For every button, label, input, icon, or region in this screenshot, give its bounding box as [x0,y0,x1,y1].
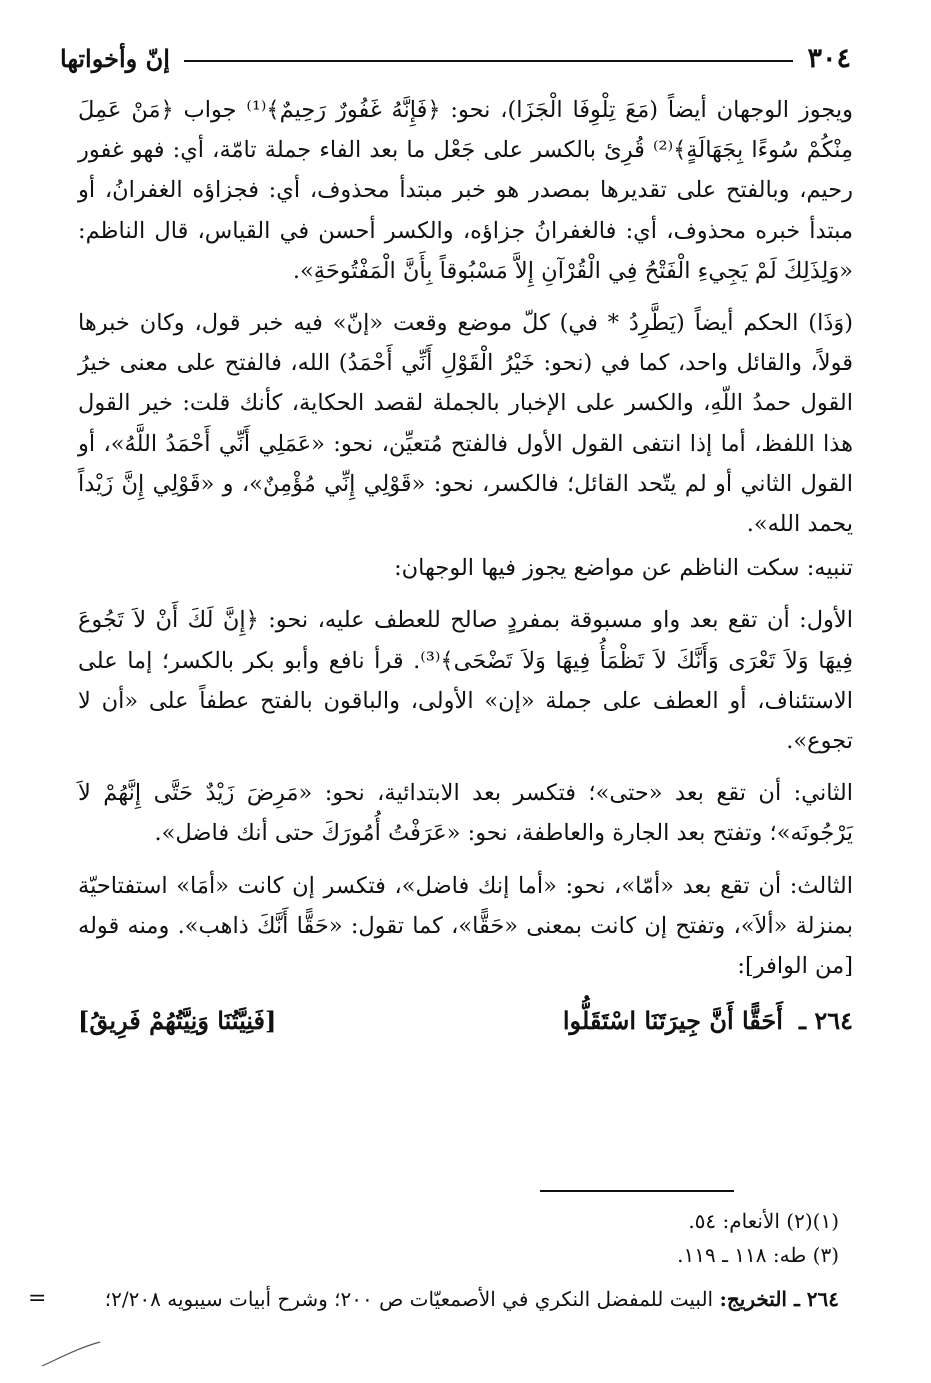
paragraph-note: تنبيه: سكت الناظم عن مواضع يجوز فيها الوجهان: [394,555,853,582]
takhrij-text: البيت للمفضل النكري في الأصمعيّات ص ٢٠٠؛ وشرح أبيات سيبويه ٢/٢٠٨؛ [104,1286,714,1311]
header-rule [184,60,794,62]
paragraph-third-case: الثالث: أن تقع بعد «أمّا»، نحو: «أما إنك فاضل»، فتكسر إن كانت «أمَا» استفتاحيّة بمنزلة «ألاَ»، وتفتح إن كانت بمعنى «حَقًّا»، كما تقول: «حَقًّا أَنَّكَ ذاهب». ومنه قوله [من الوافر]: [78,872,853,980]
verse-second-hemistich: [فَنِيَّتُنَا وَنِيَّتُهُمْ فَرِيقُ] [78,1005,277,1035]
footnotes [90,1204,839,1272]
verse-first-hemistich: أَحَقًّا أَنَّ جِيرَتَنَا اسْتَقَلُّوا [562,1005,783,1035]
takhrij-note [28,1286,839,1311]
poetry-verse [78,1000,853,1040]
paragraph-qawl-rule: (وَذَا) الحكم أيضاً (يَطَّرِدُ * في) كلّ موضع وقعت «إنّ» فيه خبر قول، وكان خبرها قولاً، والقائل واحد، كما في (نحو: خَيْرُ الْقَوْلِ أَنِّي أَحْمَدُ) الله، فالفتح على معنى خيرُ القول حمدُ اللّهِ، والكسر على الإخبار بالجملة لقصد الحكاية، كأنك قلت: خير القول هذا اللفظ، أما إذا انتفى القول الأول فالفتح مُتعيِّن، نحو: «عَمَلِي أَنِّي أَحْمَدُ اللَّهُ»، أو القول الثاني أو لم يتّحد القائل؛ فالكسر، نحو: «قَوْلِي إِنِّي مُؤْمِنٌ»، و «قَوْلِي إِنَّ زَيْداً يحمد الله». [78,310,853,538]
paragraph-both-readings: ويجوز الوجهان أيضاً (مَعَ تِلْوِفَا الْجَزَا)، نحو: ﴿فَإِنَّهُ غَفُورٌ رَحِيمٌ﴾⁽¹⁾ جواب ﴿مَنْ عَمِلَ مِنْكُمْ سُوءًا بِجَهَالَةٍ﴾⁽²⁾ قُرِئ بالكسر على جَعْل ما بعد الفاء جملة تامّة، أي: فهو غفور رحيم، وبالفتح على تقديرها بمصدر هو خبر مبتدأ محذوف، أي: فجزاؤه الغفرانُ، أو مبتدأ خبره محذوف، أي: فالغفرانُ جزاؤه، والكسر أحسن في القياس، قال الناظم: «وَلِذَلِكَ لَمْ يَجِيءِ الْفَتْحُ فِي الْقُرْآنِ إِلاَّ مَسْبُوقاً بِأَنَّ الْمَفْتُوحَةِ». [78,97,854,284]
verse-number: ٢٦٤ ـ [798,1005,853,1035]
footnote-separator [540,1190,734,1192]
main-text [78,90,853,1040]
takhrij-label: ٢٦٤ ـ التخريج: [719,1286,839,1311]
footnote-3: (٣) طه: ١١٨ ـ ١١٩. [677,1243,839,1267]
page-header [60,36,851,80]
continuation-mark: = [28,1286,47,1311]
chapter-title: إنّ وأخواتها [60,43,170,73]
page-number: ٣٠٤ [807,42,851,74]
paragraph-first-case: الأول: أن تقع بعد واو مسبوقة بمفردٍ صالح للعطف عليه، نحو: ﴿إِنَّ لَكَ أَنْ لاَ تَجُوعَ فِيهَا وَلاَ تَعْرَى وَأَنَّكَ لاَ تَظْمَأُ فِيهَا وَلاَ تَضْحَى﴾⁽³⁾. قرأ نافع وأبو بكر بالكسر؛ إما على الاستئناف، أو العطف على جملة «إن» الأولى، والباقون بالفتح عطفاً على «أن لا تجوع». [78,607,853,755]
paragraph-second-case: الثاني: أن تقع بعد «حتى»؛ فتكسر بعد الابتدائية، نحو: «مَرِضَ زَيْدٌ حَتَّى إِنَّهُمْ لاَ يَرْجُونَه»؛ وتفتح بعد الجارة والعاطفة، نحو: «عَرَفْتُ أُمُورَكَ حتى أنك فاضل». [78,780,853,847]
pen-stroke-mark [40,1340,102,1368]
footnote-1-2: (١)(٢) الأنعام: ٥٤. [688,1209,839,1233]
